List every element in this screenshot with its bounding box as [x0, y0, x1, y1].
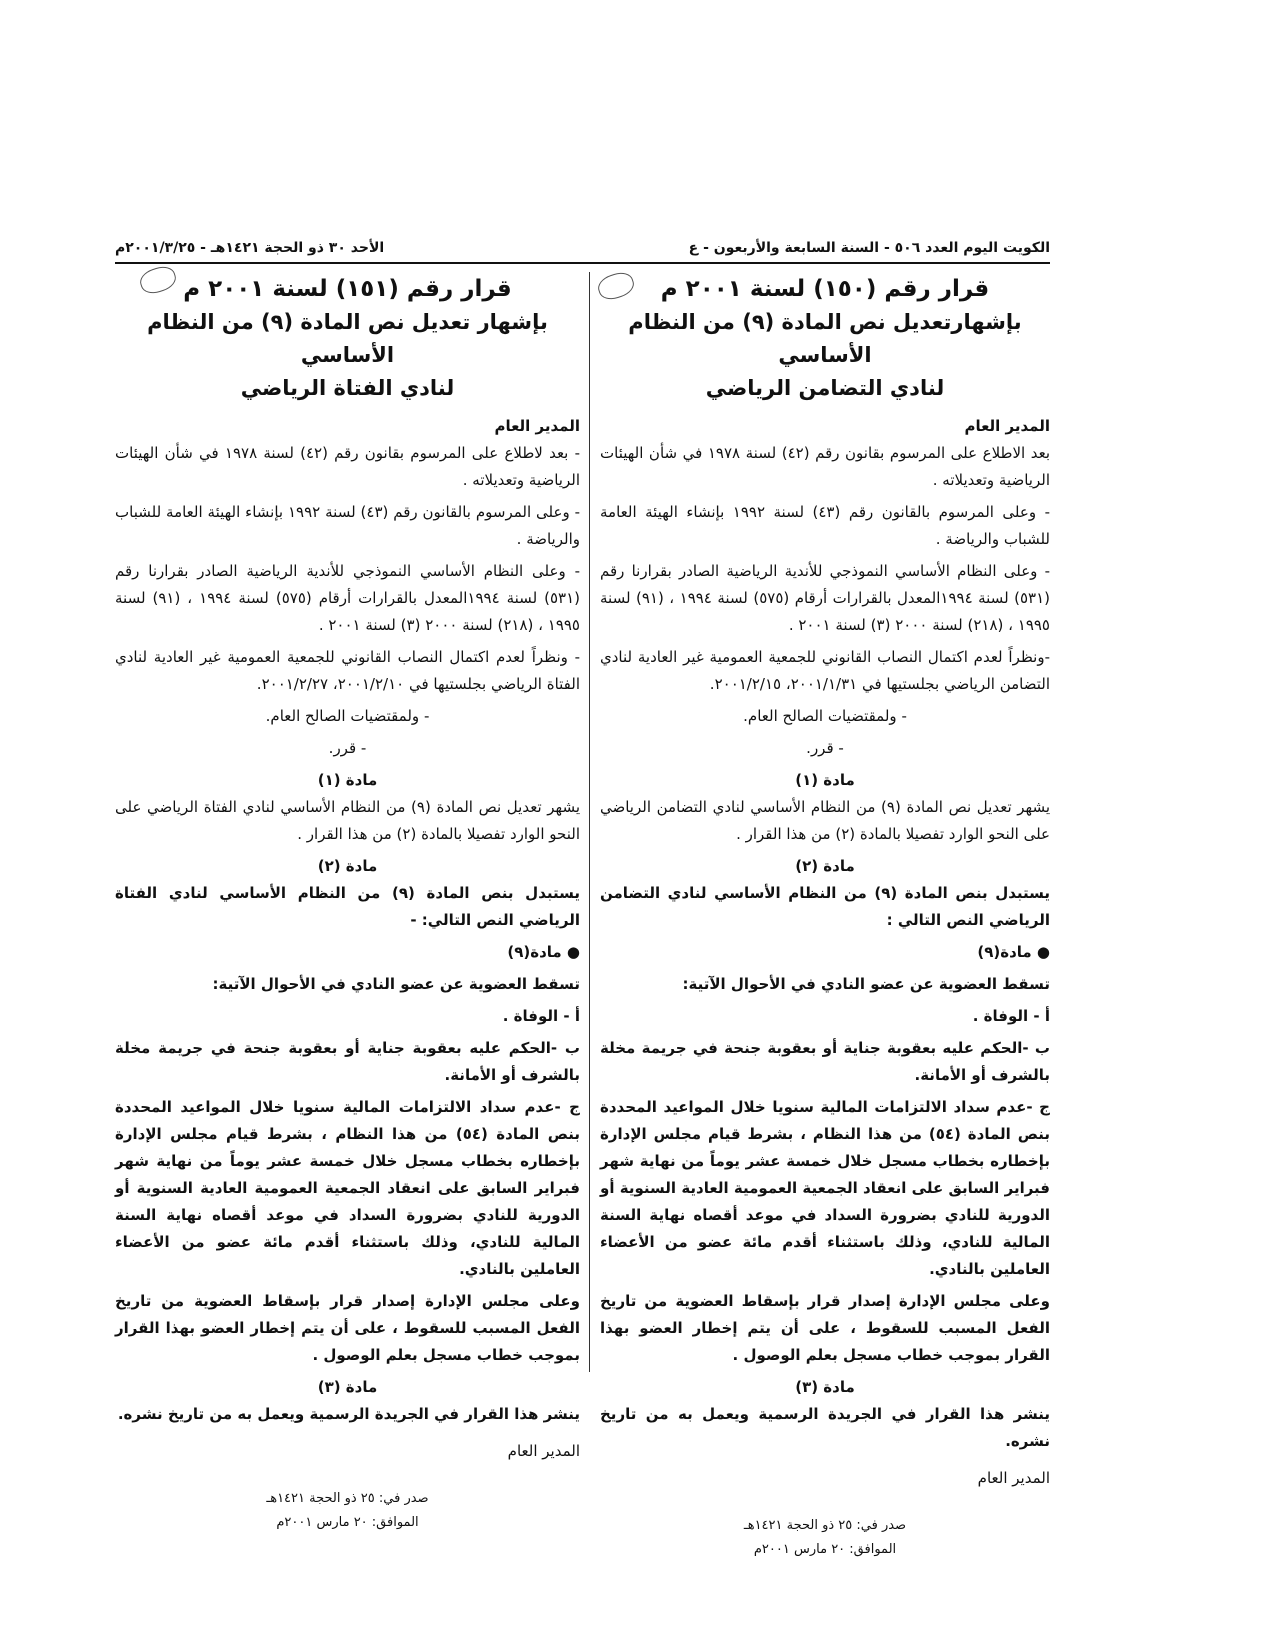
article-text: يستبدل بنص المادة (٩) من النظام الأساسي لنادي الفتاة الرياضي النص التالي: -: [115, 884, 580, 929]
article-heading: ● مادة(٩): [507, 943, 580, 961]
running-header: [115, 236, 1050, 260]
list-item: أ - الوفاة .: [972, 1007, 1050, 1025]
decision-subtitle-club: لنادي الفتاة الرياضي: [240, 376, 455, 400]
preamble-paragraph: - ونظراً لعدم اكتمال النصاب القانوني للجمعية العمومية غير العادية لنادي الفتاة الرياضي بجلستيها في ٢٠٠١/٢/١٠، ٢٠٠١/٢/٢٧.: [115, 648, 580, 693]
article-text: تسقط العضوية عن عضو النادي في الأحوال الآتية:: [212, 975, 580, 993]
list-item: ج -عدم سداد الالتزامات المالية سنويا خلال المواعيد المحددة بنص المادة (٥٤) من هذا النظام ، بشرط قيام مجلس الإدارة بإخطاره بخطاب مسجل خلال خمسة عشر يوماً من نهاية شهر فبراير السابق على انعقاد الجمعية العمومية العادية السنوية أو الدورية للنادي بضرورة السداد في موعد أقصاه نهاية السنة المالية للنادي، وذلك باستثناء أقدم مائة عضو من الأعضاء العاملين بالنادي.: [115, 1098, 580, 1278]
decision-subtitle: بإشهار تعديل نص المادة (٩) من النظام الأساسي: [147, 310, 548, 367]
issue-dates: [600, 1514, 1050, 1562]
list-item: ب -الحكم عليه بعقوبة جناية أو بعقوبة جنحة في جريمة مخلة بالشرف أو الأمانة.: [600, 1039, 1050, 1084]
issuer-label: المدير العام: [494, 417, 580, 435]
signature-label: المدير العام: [507, 1442, 580, 1460]
decided-label: - قرر.: [806, 739, 844, 757]
article-text: تسقط العضوية عن عضو النادي في الأحوال الآتية:: [682, 975, 1050, 993]
article-text: يشهر تعديل نص المادة (٩) من النظام الأساسي لنادي التضامن الرياضي على النحو الوارد تفصيلا بالمادة (٢) من هذا القرار .: [600, 798, 1051, 843]
preamble-paragraph: - ولمقتضيات الصالح العام.: [743, 707, 907, 725]
preamble-paragraph: - وعلى النظام الأساسي النموذجي للأندية الرياضية الصادر بقرارنا رقم (٥٣١) لسنة ١٩٩٤المعدل بالقرارات أرقام (٥٧٥) لسنة ١٩٩٤ ، (٩١) لسنة ١٩٩٥ ، (٢١٨) لسنة ٢٠٠٠ (٣) لسنة ٢٠٠١ .: [600, 562, 1050, 634]
issued-date: صدر في: ٢٥ ذو الحجة ١٤٢١هـ: [743, 1518, 907, 1533]
decision-subtitle: بإشهارتعديل نص المادة (٩) من النظام الأساسي: [628, 310, 1022, 367]
issued-date: صدر في: ٢٥ ذو الحجة ١٤٢١هـ: [266, 1491, 429, 1506]
corresponding-date: الموافق: ٢٠ مارس ٢٠٠١م: [276, 1515, 419, 1530]
article-text: يستبدل بنص المادة (٩) من النظام الأساسي لنادي التضامن الرياضي النص التالي :: [600, 884, 1051, 929]
preamble-paragraph: -ونظراً لعدم اكتمال النصاب القانوني للجمعية العمومية غير العادية لنادي التضامن الرياضي بجلستيها في ٢٠٠١/١/٣١، ٢٠٠١/٢/١٥.: [600, 648, 1050, 693]
decision-title: قرار رقم (١٥٠) لسنة ٢٠٠١ م: [660, 276, 990, 302]
article-heading: مادة (١): [317, 771, 378, 789]
column-divider: [589, 272, 590, 1372]
decision-subtitle-club: لنادي التضامن الرياضي: [705, 376, 945, 400]
article-heading: مادة (١): [795, 771, 855, 789]
list-item: ج -عدم سداد الالتزامات المالية سنويا خلال المواعيد المحددة بنص المادة (٥٤) من هذا النظام ، بشرط قيام مجلس الإدارة بإخطاره بخطاب مسجل خلال خمسة عشر يوماً من نهاية شهر فبراير السابق على انعقاد الجمعية العمومية العادية السنوية أو الدورية للنادي بضرورة السداد في موعد أقصاه نهاية السنة المالية للنادي، وذلك باستثناء أقدم مائة عضو من الأعضاء العاملين بالنادي.: [600, 1098, 1050, 1278]
article-text: ينشر هذا القرار في الجريدة الرسمية ويعمل به من تاريخ نشره.: [600, 1405, 1050, 1450]
header-issue-info: الكويت اليوم العدد ٥٠٦ - السنة السابعة والأربعون - ع: [688, 240, 1050, 256]
corresponding-date: الموافق: ٢٠ مارس ٢٠٠١م: [753, 1542, 897, 1557]
article-heading: مادة (٢): [317, 857, 378, 875]
header-date: الأحد ٣٠ ذو الحجة ١٤٢١هـ - ٢٠٠١/٣/٢٥م: [115, 240, 385, 256]
article-heading: مادة (٣): [317, 1378, 378, 1396]
preamble-paragraph: - ولمقتضيات الصالح العام.: [265, 707, 430, 725]
article-text: وعلى مجلس الإدارة إصدار قرار بإسقاط العضوية من تاريخ الفعل المسبب للسقوط ، على أن يتم إخطار العضو بهذا القرار بموجب خطاب مسجل بعلم الوصول .: [600, 1292, 1050, 1364]
decision-title: قرار رقم (١٥١) لسنة ٢٠٠١ م: [183, 276, 512, 302]
article-heading: ● مادة(٩): [977, 943, 1050, 961]
issuer-label: المدير العام: [964, 417, 1050, 435]
article-text: ينشر هذا القرار في الجريدة الرسمية ويعمل به من تاريخ نشره.: [117, 1405, 580, 1423]
preamble-paragraph: - وعلى المرسوم بالقانون رقم (٤٣) لسنة ١٩٩٢ بإنشاء الهيئة العامة للشباب والرياضة .: [600, 503, 1050, 548]
decision-151-column: [115, 272, 581, 1530]
issue-dates: [115, 1487, 580, 1535]
signature-label: المدير العام: [977, 1469, 1050, 1487]
preamble-paragraph: - وعلى النظام الأساسي النموذجي للأندية الرياضية الصادر بقرارنا رقم (٥٣١) لسنة ١٩٩٤المعدل بالقرارات أرقام (٥٧٥) لسنة ١٩٩٤ ، (٩١) لسنة ١٩٩٥ ، (٢١٨) لسنة ٢٠٠٠ (٣) لسنة ٢٠٠١ .: [115, 562, 580, 634]
decision-150-column: [600, 272, 1051, 1557]
article-heading: مادة (٢): [795, 857, 855, 875]
list-item: أ - الوفاة .: [502, 1007, 580, 1025]
preamble-paragraph: - بعد لاطلاع على المرسوم بقانون رقم (٤٢) لسنة ١٩٧٨ في شأن الهيئات الرياضية وتعديلاته .: [115, 444, 580, 489]
preamble-paragraph: بعد الاطلاع على المرسوم بقانون رقم (٤٢) لسنة ١٩٧٨ في شأن الهيئات الرياضية وتعديلاته .: [600, 444, 1051, 489]
list-item: ب -الحكم عليه بعقوبة جناية أو بعقوبة جنحة في جريمة مخلة بالشرف أو الأمانة.: [115, 1039, 580, 1084]
preamble-paragraph: - وعلى المرسوم بالقانون رقم (٤٣) لسنة ١٩٩٢ بإنشاء الهيئة العامة للشباب والرياضة .: [115, 503, 580, 548]
article-text: يشهر تعديل نص المادة (٩) من النظام الأساسي لنادي الفتاة الرياضي على النحو الوارد تفصيلا بالمادة (٢) من هذا القرار .: [115, 798, 581, 843]
article-heading: مادة (٣): [795, 1378, 855, 1396]
decided-label: - قرر.: [328, 739, 367, 757]
article-text: وعلى مجلس الإدارة إصدار قرار بإسقاط العضوية من تاريخ الفعل المسبب للسقوط ، على أن يتم إخطار العضو بهذا القرار بموجب خطاب مسجل بعلم الوصول .: [115, 1292, 580, 1364]
header-rule: [115, 262, 1050, 264]
